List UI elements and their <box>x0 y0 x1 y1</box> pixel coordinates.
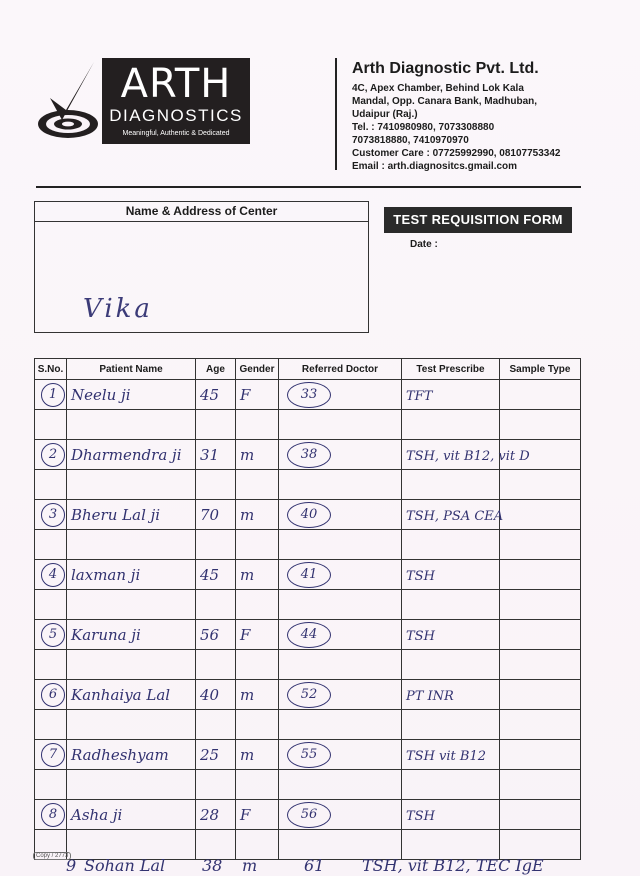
doctor-cell <box>279 500 402 530</box>
empty-cell <box>35 530 67 560</box>
empty-cell <box>279 530 402 560</box>
table-row-spacer <box>35 590 581 620</box>
empty-cell <box>67 470 196 500</box>
age-cell <box>196 740 236 770</box>
sno-value: 4 <box>41 563 65 587</box>
address-line-3: Udaipur (Raj.) <box>352 109 418 120</box>
extra-age: 38 <box>202 856 223 875</box>
age-cell <box>196 620 236 650</box>
doctor-value: 33 <box>287 382 331 408</box>
header-rule <box>36 186 581 188</box>
empty-cell <box>500 770 581 800</box>
empty-cell <box>67 830 196 860</box>
col-sno: S.No. <box>35 359 67 380</box>
test-cell <box>402 800 500 830</box>
empty-cell <box>236 650 279 680</box>
table-row <box>35 380 581 410</box>
age-cell <box>196 560 236 590</box>
sno-cell <box>35 380 67 410</box>
empty-cell <box>236 830 279 860</box>
age-value: 70 <box>200 505 220 524</box>
empty-cell <box>279 650 402 680</box>
sample-cell <box>500 740 581 770</box>
col-age: Age <box>196 359 236 380</box>
gender-cell <box>236 740 279 770</box>
arth-logo <box>36 58 250 144</box>
center-address-box <box>34 201 369 333</box>
empty-cell <box>196 770 236 800</box>
sno-cell <box>35 440 67 470</box>
table-row-spacer <box>35 830 581 860</box>
empty-cell <box>500 710 581 740</box>
sno-value: 8 <box>41 803 65 827</box>
test-cell <box>402 620 500 650</box>
sample-cell <box>500 500 581 530</box>
empty-cell <box>402 470 500 500</box>
doctor-cell <box>279 800 402 830</box>
empty-cell <box>67 530 196 560</box>
sample-cell <box>500 560 581 590</box>
age-value: 25 <box>200 745 220 764</box>
empty-cell <box>67 590 196 620</box>
col-gender: Gender <box>236 359 279 380</box>
empty-cell <box>35 650 67 680</box>
empty-cell <box>236 530 279 560</box>
email: Email : arth.diagnositcs.gmail.com <box>352 161 518 172</box>
test-value: TSH, vit B12, vit D <box>406 448 530 464</box>
test-value: TSH <box>406 808 435 824</box>
address-line-1: 4C, Apex Chamber, Behind Lok Kala <box>352 83 524 94</box>
empty-cell <box>500 410 581 440</box>
empty-cell <box>35 590 67 620</box>
patient-name-value: Asha ji <box>71 805 123 824</box>
table-row-spacer <box>35 410 581 440</box>
age-cell <box>196 500 236 530</box>
empty-cell <box>35 410 67 440</box>
empty-cell <box>196 410 236 440</box>
sno-cell <box>35 800 67 830</box>
sample-cell <box>500 440 581 470</box>
gender-cell <box>236 380 279 410</box>
table-row <box>35 560 581 590</box>
extra-gender: m <box>242 856 258 875</box>
company-info <box>352 60 622 173</box>
age-cell <box>196 380 236 410</box>
name-cell <box>67 500 196 530</box>
doctor-cell <box>279 440 402 470</box>
sno-cell <box>35 680 67 710</box>
name-cell <box>67 620 196 650</box>
sample-cell <box>500 800 581 830</box>
table-row-spacer <box>35 530 581 560</box>
name-cell <box>67 440 196 470</box>
empty-cell <box>500 650 581 680</box>
table-row <box>35 500 581 530</box>
copy-stamp: Copy / 2773 <box>33 852 71 860</box>
telephone: Tel. : 7410980980, 7073308880 <box>352 122 495 133</box>
patient-name-value: Radheshyam <box>71 745 169 764</box>
empty-cell <box>196 710 236 740</box>
age-value: 28 <box>200 805 220 824</box>
doctor-value: 41 <box>287 562 331 588</box>
sno-value: 2 <box>41 443 65 467</box>
doctor-cell <box>279 740 402 770</box>
empty-cell <box>236 710 279 740</box>
col-test-prescribe: Test Prescribe <box>402 359 500 380</box>
gender-cell <box>236 680 279 710</box>
test-cell <box>402 500 504 530</box>
empty-cell <box>196 650 236 680</box>
logo-wordmark <box>102 58 250 144</box>
empty-cell <box>67 770 196 800</box>
sno-cell <box>35 560 67 590</box>
doctor-cell <box>279 680 402 710</box>
age-value: 56 <box>200 625 220 644</box>
empty-cell <box>402 710 500 740</box>
center-heading: Name & Address of Center <box>35 202 368 222</box>
gender-cell <box>236 440 279 470</box>
doctor-value: 56 <box>287 802 331 828</box>
sample-cell <box>500 620 581 650</box>
empty-cell <box>279 470 402 500</box>
empty-cell <box>236 590 279 620</box>
empty-cell <box>67 410 196 440</box>
empty-cell <box>236 470 279 500</box>
table-header-row <box>35 359 581 380</box>
test-cell <box>402 440 530 470</box>
table-row-spacer <box>35 710 581 740</box>
gender-value: m <box>240 565 255 584</box>
sno-value: 1 <box>41 383 65 407</box>
empty-cell <box>402 530 500 560</box>
table-row <box>35 620 581 650</box>
extra-sno: 9 <box>66 856 77 875</box>
gender-value: F <box>240 385 251 404</box>
doctor-value: 44 <box>287 622 331 648</box>
name-cell <box>67 380 196 410</box>
test-value: PT INR <box>406 688 454 704</box>
gender-cell <box>236 800 279 830</box>
col-referred-doctor: Referred Doctor <box>279 359 402 380</box>
sample-cell <box>500 380 581 410</box>
doctor-value: 38 <box>287 442 331 468</box>
gender-cell <box>236 500 279 530</box>
empty-cell <box>279 590 402 620</box>
age-cell <box>196 440 236 470</box>
date-label: Date : <box>410 239 438 250</box>
table-row <box>35 440 581 470</box>
empty-cell <box>402 830 500 860</box>
empty-cell <box>500 830 581 860</box>
logo-tagline: Meaningful, Authentic & Dedicated <box>122 130 230 137</box>
doctor-cell <box>279 380 402 410</box>
table-row <box>35 680 581 710</box>
doctor-value: 52 <box>287 682 331 708</box>
gender-cell <box>236 560 279 590</box>
age-value: 45 <box>200 385 220 404</box>
sno-cell <box>35 500 67 530</box>
empty-cell <box>236 410 279 440</box>
target-check-icon <box>36 58 102 144</box>
table-row <box>35 740 581 770</box>
empty-cell <box>35 770 67 800</box>
age-cell <box>196 680 236 710</box>
extra-test: TSH, vit B12, TEC IgE <box>362 856 544 875</box>
doctor-value: 55 <box>287 742 331 768</box>
doctor-cell <box>279 620 402 650</box>
gender-value: m <box>240 745 255 764</box>
customer-care: Customer Care : 07725992990, 08107753342 <box>352 148 561 159</box>
header-divider <box>335 58 337 170</box>
empty-cell <box>35 470 67 500</box>
center-name-handwritten: Vika <box>83 294 153 324</box>
name-cell <box>67 800 196 830</box>
table-row-spacer <box>35 770 581 800</box>
empty-cell <box>279 770 402 800</box>
logo-brand: ARTH <box>120 61 232 107</box>
sno-value: 6 <box>41 683 65 707</box>
test-cell <box>402 380 500 410</box>
patient-table <box>34 358 581 860</box>
empty-cell <box>402 410 500 440</box>
table-row-spacer <box>35 650 581 680</box>
sno-cell <box>35 620 67 650</box>
logo-sub: DIAGNOSTICS <box>109 106 243 125</box>
sno-value: 7 <box>41 743 65 767</box>
empty-cell <box>67 650 196 680</box>
gender-cell <box>236 620 279 650</box>
test-cell <box>402 560 500 590</box>
test-cell <box>402 680 500 710</box>
doctor-cell <box>279 560 402 590</box>
empty-cell <box>236 770 279 800</box>
name-cell <box>67 740 196 770</box>
patient-name-value: Neelu ji <box>71 385 131 404</box>
sample-cell <box>500 680 581 710</box>
extra-doctor: 61 <box>304 856 325 875</box>
table-row <box>35 800 581 830</box>
patient-name-value: laxman ji <box>71 565 141 584</box>
gender-value: F <box>240 805 251 824</box>
empty-cell <box>196 470 236 500</box>
test-value: TSH, PSA CEA <box>406 508 504 524</box>
patient-name-value: Dharmendra ji <box>71 445 182 464</box>
empty-cell <box>279 710 402 740</box>
empty-cell <box>402 590 500 620</box>
extra-name: Sohan Lal <box>84 856 166 875</box>
col-patient-name: Patient Name <box>67 359 196 380</box>
empty-cell <box>35 710 67 740</box>
empty-cell <box>500 530 581 560</box>
test-value: TFT <box>406 388 433 404</box>
empty-cell <box>196 590 236 620</box>
sno-value: 3 <box>41 503 65 527</box>
empty-cell <box>402 650 500 680</box>
company-name: Arth Diagnostic Pvt. Ltd. <box>352 60 539 77</box>
age-value: 45 <box>200 565 220 584</box>
age-value: 31 <box>200 445 220 464</box>
empty-cell <box>279 830 402 860</box>
empty-cell <box>500 470 581 500</box>
age-value: 40 <box>200 685 220 704</box>
form-title: TEST REQUISITION FORM <box>384 207 572 233</box>
patient-name-value: Kanhaiya Lal <box>71 685 171 704</box>
name-cell <box>67 680 196 710</box>
doctor-value: 40 <box>287 502 331 528</box>
test-value: TSH <box>406 568 435 584</box>
table-row-spacer <box>35 470 581 500</box>
test-value: TSH vit B12 <box>406 748 486 764</box>
age-cell <box>196 800 236 830</box>
patient-name-value: Bheru Lal ji <box>71 505 161 524</box>
gender-value: m <box>240 445 255 464</box>
empty-cell <box>67 710 196 740</box>
empty-cell <box>279 410 402 440</box>
gender-value: m <box>240 505 255 524</box>
name-cell <box>67 560 196 590</box>
test-cell <box>402 740 500 770</box>
sno-value: 5 <box>41 623 65 647</box>
empty-cell <box>196 530 236 560</box>
address-line-2: Mandal, Opp. Canara Bank, Madhuban, <box>352 96 538 107</box>
gender-value: F <box>240 625 251 644</box>
gender-value: m <box>240 685 255 704</box>
empty-cell <box>196 830 236 860</box>
empty-cell <box>402 770 500 800</box>
patient-name-value: Karuna ji <box>71 625 141 644</box>
sno-cell <box>35 740 67 770</box>
col-sample-type: Sample Type <box>500 359 581 380</box>
telephone-2: 7073818880, 7410970970 <box>352 135 469 146</box>
empty-cell <box>500 590 581 620</box>
test-value: TSH <box>406 628 435 644</box>
